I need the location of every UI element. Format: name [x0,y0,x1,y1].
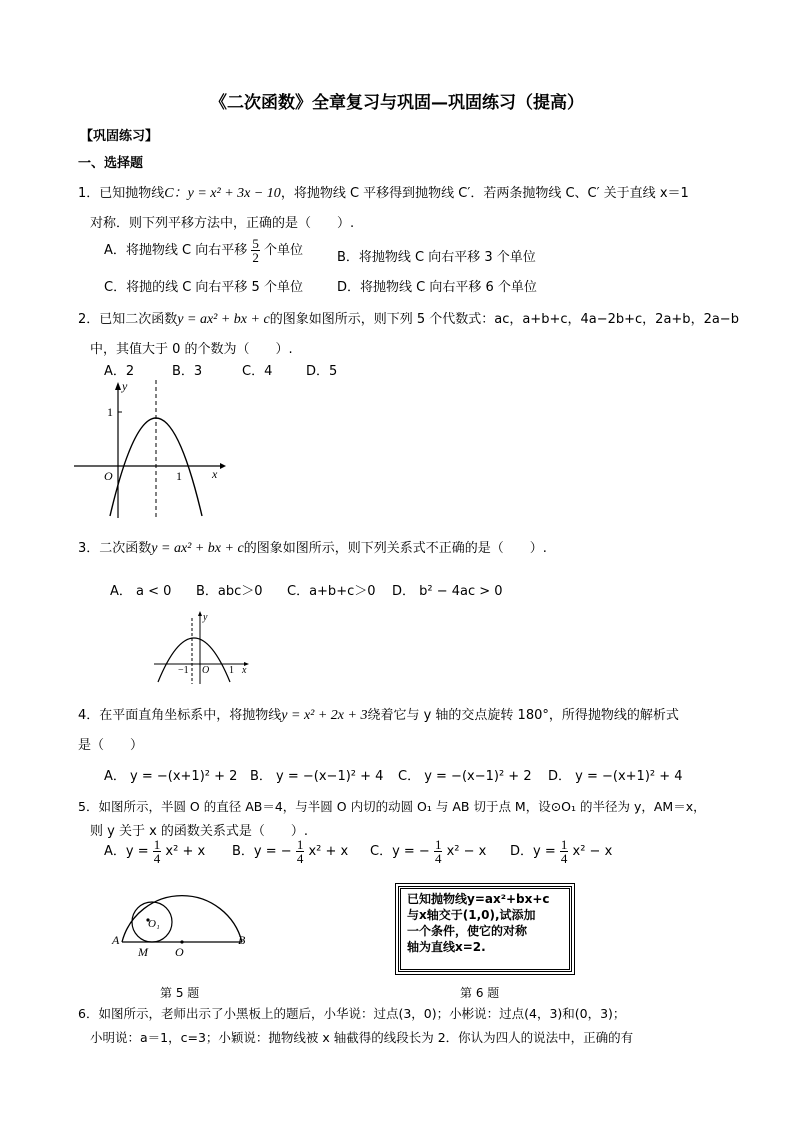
q1-option-d: D．将抛物线 C 向右平移 6 个单位 [337,280,537,295]
q3-option-d: D． b² − 4ac > 0 [392,584,503,599]
q5-label-o: O [175,945,184,958]
q3-option-b: B．abc＞0 [196,584,263,599]
q1-text-post: ，将抛物线 C 平移得到抛物线 C′．若两条抛物线 C、C′ 关于直线 x＝1 [280,186,689,201]
q1-frac-den: 2 [252,250,259,265]
q3-option-c: C．a+b+c＞0 [287,584,376,599]
q1-option-a-text: A．将抛物线 C 向右平移 [104,243,248,258]
q5-d-frac-den: 4 [560,851,568,866]
q5-option-c-post: x² − x [446,844,487,859]
board-line-2: 与x轴交于(1,0),试添加 [407,908,536,922]
q3-origin-label: O [202,665,210,676]
q5-label-o1: O₁ [148,918,160,930]
q4-text-post: 绕着它与 y 轴的交点旋转 180°，所得抛物线的解析式 [367,708,679,723]
q2-option-c: C．4 [242,364,273,379]
q5-line1: 5．如图所示，半圆 O 的直径 AB＝4，与半圆 O 内切的动圆 O₁ 与 AB 切于点 M，设⊙O₁ 的半径为 y，AM＝x， [78,799,706,814]
q4-line2: 是（ ） [78,738,144,753]
section-label: 【巩固练习】 [80,129,159,144]
board-line-4: 轴为直线x=2. [407,940,486,954]
q5-option-a-fraction [153,838,162,865]
q5-option-c [370,838,486,865]
board-line-3: 一个条件，使它的对称 [407,924,528,938]
q4-option-c: C． y = −(x−1)² + 2 [398,769,532,784]
q5-d-frac-num: 1 [560,837,568,852]
q3-option-a: A． a < 0 [110,584,172,599]
q5-b-frac-num: 1 [296,837,304,852]
q1-option-a-suffix: 个单位 [264,243,304,258]
part-heading: 一、选择题 [78,156,144,171]
q3-neg-tick-label: −1 [178,665,189,676]
q2-x-tick-label: 1 [176,469,182,483]
q5-center-o [180,940,183,943]
q2-line2: 中，其值大于 0 的个数为（ ）. [90,342,293,357]
q5-option-b-pre: B．y = − [232,844,292,859]
q5-semicircle [122,896,242,942]
page-title: 《二次函数》全章复习与巩固—巩固练习（提高） [210,93,584,113]
q3-y-label: y [203,612,208,623]
q5-label-b: B [238,933,246,947]
q3-line1 [78,537,547,557]
board-line-1: 已知抛物线y=ax²+bx+c [407,892,550,906]
q5-option-a-post: x² + x [165,844,206,859]
q1-option-c: C．将抛的线 C 向右平移 5 个单位 [104,280,303,295]
q1-option-a-fraction [251,237,260,264]
q3-x-label: x [242,665,247,676]
q2-origin-label: O [104,469,113,483]
q5-option-c-fraction [434,838,443,865]
q2-text-pre: 2．已知二次函数 [78,312,178,327]
blackboard-figure [398,886,572,972]
q2-option-d: D．5 [306,364,338,379]
q1-option-a [104,237,303,264]
q5-c-frac-num: 1 [434,837,442,852]
q3-parabola [158,638,230,682]
q5-line2: 则 y 关于 x 的函数关系式是（ ）. [90,824,309,839]
q3-y-arrow [198,611,202,616]
q5-option-d-post: x² − x [572,844,613,859]
q5-figure [108,868,256,958]
q5-a-frac-num: 1 [153,837,161,852]
q2-option-a: A．2 [104,364,135,379]
q4-text-pre: 4．在平面直角坐标系中，将抛物线 [78,708,282,723]
q3-pos-tick-label: 1 [229,665,234,676]
q2-formula: y = ax² + bx + c [177,312,270,327]
q2-y-tick-label: 1 [107,405,113,419]
figure-caption-5: 第 5 题 [160,986,200,1000]
q5-option-d [510,838,612,865]
q4-option-d: D． y = −(x+1)² + 4 [548,769,683,784]
q2-x-label: x [212,467,218,481]
q3-graph [150,610,254,686]
q4-option-b: B． y = −(x−1)² + 4 [250,769,384,784]
q1-formula: C：y = x² + 3x − 10 [164,186,281,201]
q2-y-label: y [122,379,128,393]
q6-line1: 6．如图所示，老师出示了小黑板上的题后，小华说：过点(3，0)；小彬说：过点(4，3)和(0，3)； [78,1006,626,1021]
q3-formula: y = ax² + bx + c [151,541,244,556]
q2-line1 [78,308,739,328]
q4-line1 [78,704,679,724]
q5-option-b-fraction [296,838,305,865]
q2-option-b: B．3 [172,364,203,379]
q5-option-b [232,838,348,865]
q5-option-b-post: x² + x [308,844,349,859]
figure-caption-6: 第 6 题 [460,986,500,1000]
q1-line1 [78,182,689,202]
q5-b-frac-den: 4 [296,851,304,866]
q5-label-m: M [138,945,148,958]
q4-formula: y = x² + 2x + 3 [281,708,368,723]
q5-label-a: A [112,933,120,947]
q6-line2: 小明说：a＝1，c=3；小颖说：抛物线被 x 轴截得的线段长为 2．你认为四人的说法中，正确的有 [90,1030,634,1045]
q1-line2: 对称．则下列平移方法中，正确的是（ ）. [90,216,355,231]
q5-a-frac-den: 4 [153,851,161,866]
q5-c-frac-den: 4 [434,851,442,866]
q2-text-post: 的图象如图所示，则下列 5 个代数式：ac，a+b+c，4a−2b+c，2a+b，2a−b [269,312,739,327]
q5-option-a [104,838,205,865]
q3-text-pre: 3．二次函数 [78,541,152,556]
q5-option-a-pre: A．y = [104,844,149,859]
q5-option-d-pre: D．y = [510,844,556,859]
q3-text-post: 的图象如图所示，则下列关系式不正确的是（ ）. [243,541,547,556]
q2-graph [70,378,230,520]
q1-frac-num: 5 [252,236,259,251]
q5-option-c-pre: C．y = − [370,844,430,859]
q1-text-pre: 1．已知抛物线 [78,186,165,201]
q4-option-a: A． y = −(x+1)² + 2 [104,769,238,784]
q2-y-arrow [115,382,121,390]
q5-option-d-fraction [560,838,569,865]
q2-x-arrow [220,463,226,469]
q1-option-b: B．将抛物线 C 向右平移 3 个单位 [337,250,536,265]
